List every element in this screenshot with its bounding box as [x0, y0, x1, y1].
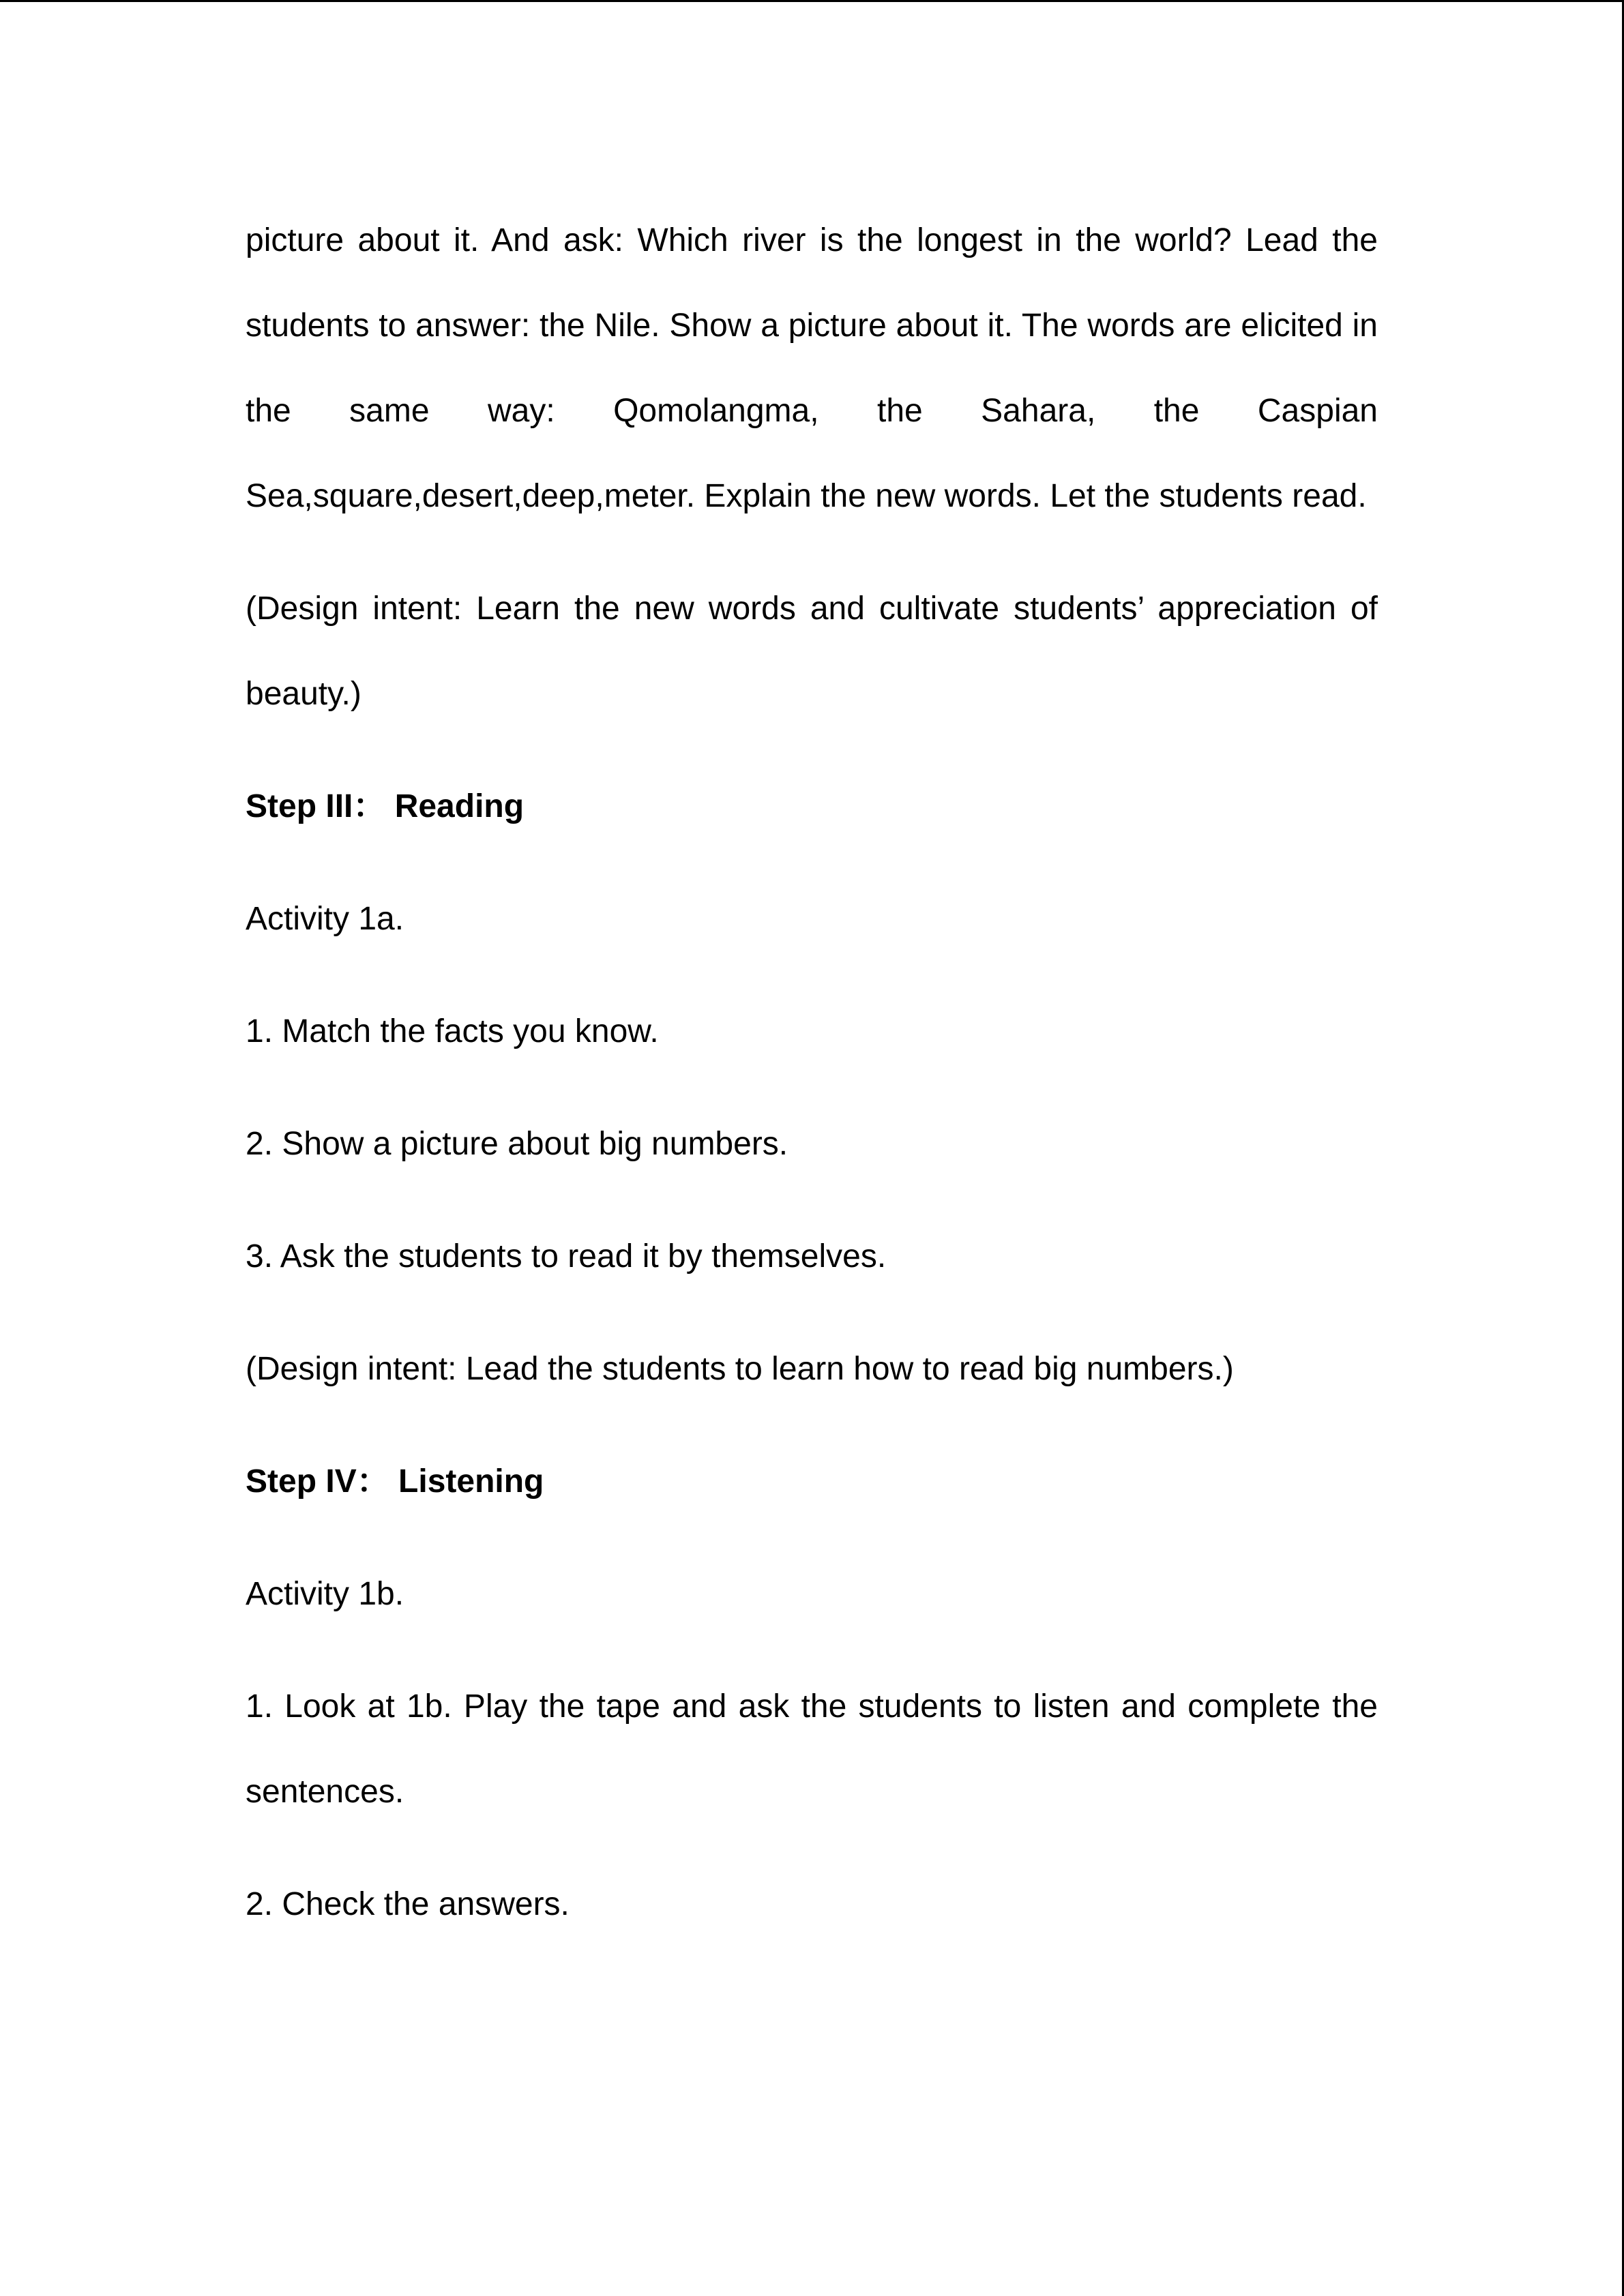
activity-1a-label: Activity 1a. — [246, 901, 404, 937]
design-intent-vocabulary: (Design intent: Learn the new words and cultivate students’ appreciation of beauty.) — [246, 591, 1378, 712]
paragraph-vocabulary-intro: picture about it. And ask: Which river is the longest in the world? Lead the students to answer: the Nile. Show a picture about it. The words are elicited in the same way: Qomolangma, the Sahara, the Caspian Sea,square,desert,deep,meter. Explain the new words. Let the students read. — [246, 222, 1378, 514]
design-intent-big-numbers: (Design intent: Lead the students to learn how to read big numbers.) — [246, 1351, 1234, 1387]
list-item-read-themselves: 3. Ask the students to read it by themselves. — [246, 1238, 887, 1274]
list-item-match-facts: 1. Match the facts you know. — [246, 1013, 659, 1049]
activity-1b-label: Activity 1b. — [246, 1576, 404, 1612]
list-item-play-tape: 1. Look at 1b. Play the tape and ask the students to listen and complete the sentences. — [246, 1688, 1378, 1810]
step-heading-reading: Step III： Reading — [246, 788, 525, 824]
list-item-show-picture: 2. Show a picture about big numbers. — [246, 1126, 788, 1162]
list-item-check-answers: 2. Check the answers. — [246, 1886, 570, 1922]
step-heading-listening: Step IV： Listening — [246, 1463, 544, 1500]
document-page — [246, 198, 1378, 1974]
page-top-border — [0, 0, 1624, 2]
